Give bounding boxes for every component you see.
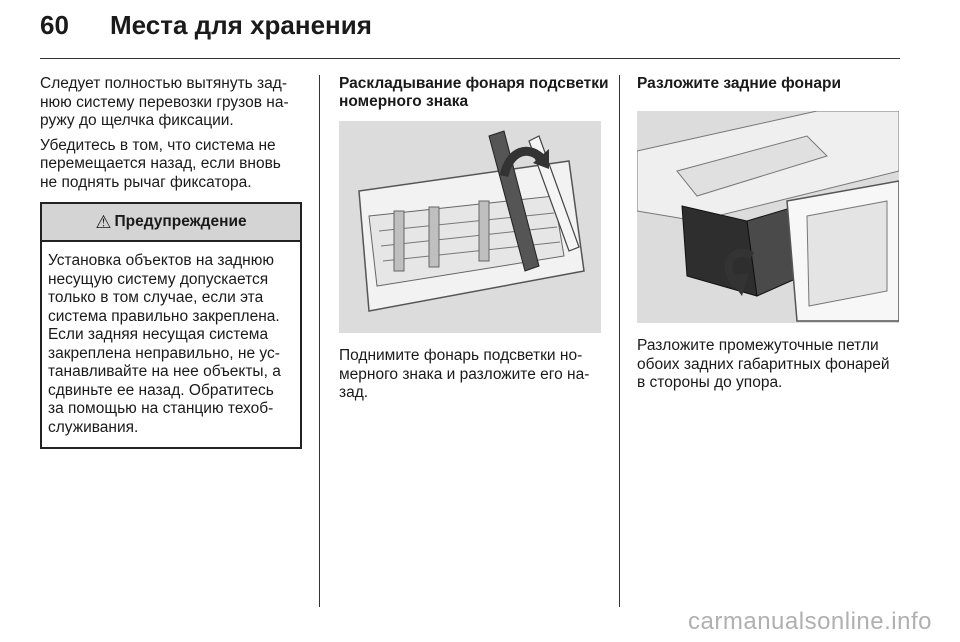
paragraph-pull-out bbox=[40, 75, 302, 131]
text-line: номерного знака bbox=[339, 93, 469, 110]
column-divider bbox=[319, 75, 320, 607]
text-line: за помощью на станцию техоб- bbox=[48, 400, 274, 417]
text-line: обоих задних габаритных фонарей bbox=[637, 355, 890, 373]
text-line: закреплена неправильно, не ус- bbox=[48, 344, 280, 362]
paragraph-check bbox=[40, 137, 302, 193]
column-divider bbox=[619, 75, 620, 607]
text-line: в стороны до упора. bbox=[637, 374, 783, 391]
text-line: несущую систему допускается bbox=[48, 270, 269, 288]
text-line: танавливайте на нее объекты, а bbox=[48, 363, 281, 380]
page-header bbox=[40, 10, 372, 50]
watermark: carmanualsonline.info bbox=[688, 608, 932, 635]
text-line: Следует полностью вытянуть зад- bbox=[40, 75, 287, 92]
text-line: Разложите задние фонари bbox=[637, 75, 841, 92]
text-line: не поднять рычаг фиксатора. bbox=[40, 173, 252, 191]
warning-header bbox=[42, 204, 300, 242]
text-line: система правильно закреплена. bbox=[48, 307, 280, 325]
warning-triangle-icon: ⚠ bbox=[95, 211, 112, 232]
text-line: только в том случае, если эта bbox=[48, 289, 264, 306]
caption-rear-lights bbox=[637, 337, 902, 393]
header-rule bbox=[40, 58, 900, 59]
text-line: Установка объектов на заднюю bbox=[48, 252, 274, 269]
text-line: сдвиньте ее назад. Обратитесь bbox=[48, 381, 274, 399]
column-3 bbox=[637, 75, 902, 393]
page-number: 60 bbox=[40, 10, 69, 40]
text-line: Поднимите фонарь подсветки но- bbox=[339, 347, 583, 364]
warning-title: Предупреждение bbox=[114, 212, 247, 230]
text-line: Раскладывание фонаря подсветки bbox=[339, 75, 609, 92]
warning-box bbox=[40, 202, 302, 449]
text-line: нюю систему перевозки грузов на- bbox=[40, 93, 289, 111]
text-line: ружу до щелчка фиксации. bbox=[40, 112, 234, 129]
illustration-rear-lights bbox=[637, 111, 899, 323]
illustration-license-light bbox=[339, 121, 601, 333]
text-line: зад. bbox=[339, 384, 369, 401]
text-line: Убедитесь в том, что система не bbox=[40, 136, 276, 154]
column-1 bbox=[40, 75, 302, 449]
section-title-rear-lights bbox=[637, 75, 902, 93]
text-line: мерного знака и разложите его на- bbox=[339, 365, 590, 383]
chapter-title: Места для хранения bbox=[110, 10, 372, 40]
section-title-license-light bbox=[339, 75, 609, 111]
text-line: Если задняя несущая система bbox=[48, 326, 269, 343]
warning-body bbox=[42, 242, 300, 447]
text-line: служивания. bbox=[48, 418, 139, 436]
caption-license-light bbox=[339, 347, 603, 403]
text-line: перемещается назад, если вновь bbox=[40, 155, 281, 172]
column-2 bbox=[339, 75, 609, 403]
text-line: Разложите промежуточные петли bbox=[637, 337, 879, 354]
